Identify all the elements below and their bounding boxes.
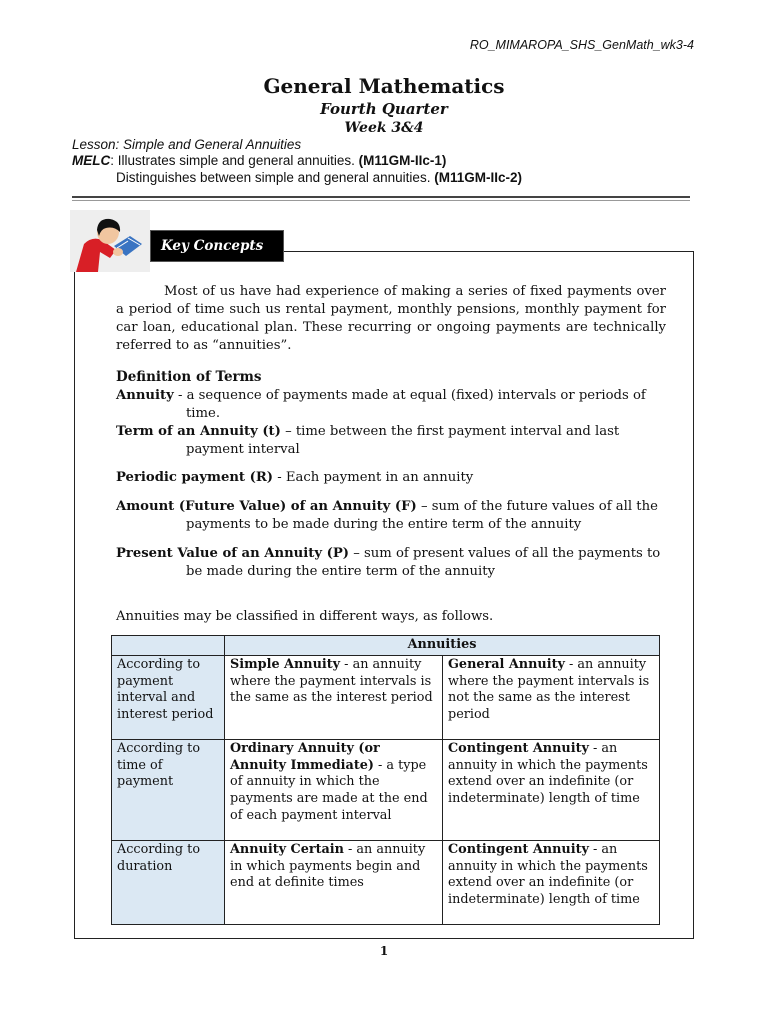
melc-label: MELC — [72, 153, 111, 168]
header-divider — [72, 196, 690, 198]
cell-text: - an annuity where the payment intervals is the same as the interest period — [230, 656, 433, 706]
quarter-subtitle: Fourth Quarter — [320, 100, 448, 118]
definition-text: sum of the future values of all the — [431, 499, 658, 514]
page-number: 1 — [379, 944, 389, 958]
lesson-label: Lesson — [72, 137, 116, 152]
definition-periodic-payment — [116, 469, 670, 487]
table-cell — [225, 739, 443, 840]
cell-term: Simple Annuity — [230, 656, 341, 672]
definition-text-cont: payment interval — [186, 442, 300, 457]
lesson-text: : Simple and General Annuities — [115, 137, 302, 152]
cell-term: Contingent Annuity — [448, 841, 589, 857]
annuities-table — [111, 635, 660, 925]
separator: - — [273, 470, 286, 485]
table-row — [112, 840, 660, 924]
melc-2-text: Distinguishes between simple and general annuities. — [116, 170, 435, 185]
melc-1-text: : Illustrates simple and general annuities. — [110, 153, 359, 168]
cell-text: - an annuity in which the payments extend over an indefinite (or indeterminate) length of time — [448, 740, 648, 807]
table-row — [112, 655, 660, 739]
cell-term: Annuity Certain — [230, 841, 344, 857]
cell-text: - an annuity in which the payments extend over an indefinite (or indeterminate) length of time — [448, 841, 648, 908]
cell-text: - a type of annuity in which the payments are made at the end of each payment interval — [230, 757, 428, 823]
definition-annuity — [116, 387, 670, 423]
separator: - — [173, 388, 187, 403]
intro-paragraph: Most of us have had experience of making a series of fixed payments over a period of time such us rental payment, monthly pensions, monthly payment for car loan, educational plan. These recurring or ongoing payments are technically referred to as “annuities”. — [116, 284, 666, 353]
table-header: Annuities — [225, 636, 660, 656]
week-label: Week 3&4 — [344, 120, 424, 136]
header-divider-thin — [72, 200, 690, 201]
separator: – — [280, 424, 296, 439]
term: Term of an Annuity (t) — [116, 424, 281, 439]
cell-term: General Annuity — [448, 656, 565, 672]
table-cell — [443, 840, 660, 924]
definition-title: Definition of Terms — [116, 369, 262, 385]
separator: – — [349, 546, 364, 561]
melc-line-2 — [116, 170, 522, 185]
definition-text: sum of present values of all the payments to — [364, 546, 661, 561]
row-label: According to payment interval and interest period — [112, 655, 225, 739]
key-concepts-banner: Key Concepts — [150, 230, 284, 262]
term: Annuity — [116, 388, 174, 403]
classification-intro: Annuities may be classified in different ways, as follows. — [116, 609, 494, 624]
cell-term: Contingent Annuity — [448, 740, 589, 756]
definition-text: time between the first payment interval and last — [295, 424, 620, 439]
table-cell — [443, 739, 660, 840]
table-cell — [225, 840, 443, 924]
definition-future-value — [116, 498, 670, 534]
definition-text-cont: payments to be made during the entire term of the annuity — [186, 517, 582, 532]
table-corner-cell — [112, 636, 225, 656]
melc-1-code: (M11GM-IIc-1) — [358, 153, 447, 168]
reading-person-icon — [70, 210, 150, 272]
melc-line-1 — [72, 153, 446, 168]
table-cell — [443, 655, 660, 739]
table-cell — [225, 655, 443, 739]
definition-term-of-annuity — [116, 423, 670, 459]
row-label: According to time of payment — [112, 739, 225, 840]
melc-2-code: (M11GM-IIc-2) — [434, 170, 522, 185]
term: Amount (Future Value) of an Annuity (F) — [116, 499, 417, 514]
definition-present-value — [116, 545, 670, 581]
term: Present Value of an Annuity (P) — [116, 546, 350, 561]
separator: – — [416, 499, 432, 514]
document-title: General Mathematics — [263, 74, 505, 98]
definition-text: Each payment in an annuity — [285, 470, 474, 485]
table-header-row — [112, 636, 660, 656]
definition-text-cont: time. — [186, 406, 221, 421]
definition-text: a sequence of payments made at equal (fixed) intervals or periods of — [186, 388, 646, 403]
definition-text-cont: be made during the entire term of the annuity — [186, 564, 495, 579]
row-label: According to duration — [112, 840, 225, 924]
table-row — [112, 739, 660, 840]
cell-term: Ordinary Annuity (or Annuity Immediate) — [230, 740, 380, 773]
cell-text: - an annuity where the payment intervals is not the same as the interest period — [448, 656, 650, 723]
document-code: RO_MIMAROPA_SHS_GenMath_wk3-4 — [469, 38, 694, 52]
cell-text: - an annuity in which payments begin and end at definite times — [230, 841, 426, 891]
lesson-line — [72, 137, 301, 152]
term: Periodic payment (R) — [116, 470, 274, 485]
